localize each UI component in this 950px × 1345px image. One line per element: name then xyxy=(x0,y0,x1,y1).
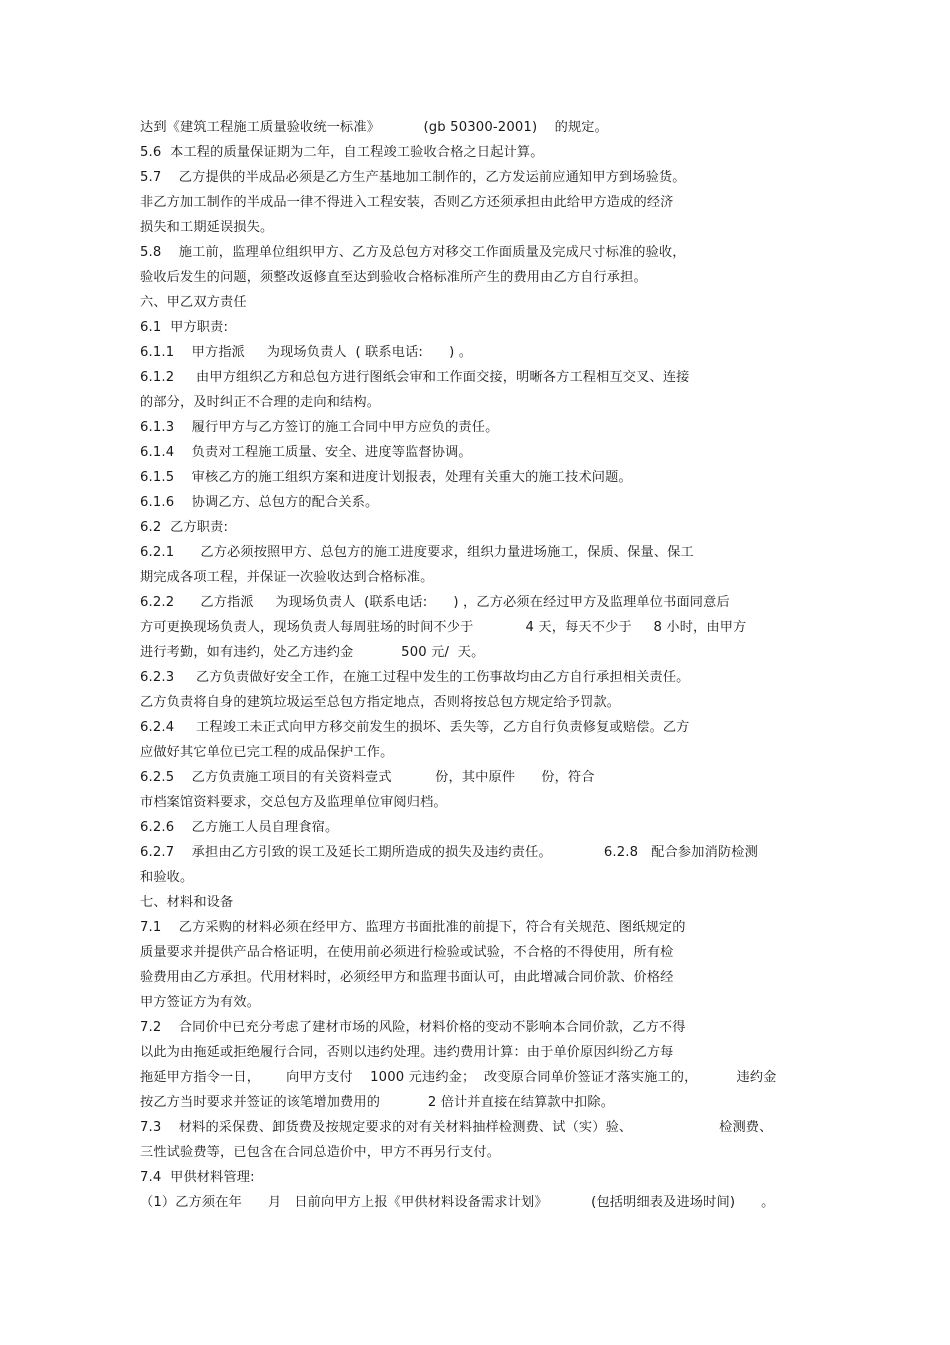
text-line: 7.1 乙方采购的材料必须在经甲方、监理方书面批准的前提下，符合有关规范、图纸规定的 xyxy=(140,920,686,935)
text-line: 6.1.3 履行甲方与乙方签订的施工合同中甲方应负的责任。 xyxy=(140,420,499,435)
text-line: 6.2.6 乙方施工人员自理食宿。 xyxy=(140,820,339,835)
text-line: 6.2.3 乙方负责做好安全工作，在施工过程中发生的工伤事故均由乙方自行承担相关责任。 xyxy=(140,670,690,685)
text-line: 6.2.2 乙方指派 为现场负责人 (联系电话: ) ，乙方必须在经过甲方及监理单位书面同意后 xyxy=(140,595,730,610)
text-line: 6.2 乙方职责: xyxy=(140,520,229,535)
text-line: 5.8 施工前，监理单位组织甲方、乙方及总包方对移交工作面质量及完成尺寸标准的验收， xyxy=(140,245,686,260)
text-line: 7.4 甲供材料管理: xyxy=(140,1170,255,1185)
text-line: 市档案馆资料要求，交总包方及监理单位审阅归档。 xyxy=(140,795,447,810)
text-line: 6.1.2 由甲方组织乙方和总包方进行图纸会审和工作面交接，明晰各方工程相互交叉、连接 xyxy=(140,370,690,385)
text-line: 甲方签证方为有效。 xyxy=(140,995,261,1010)
text-line: 6.2.4 工程竣工未正式向甲方移交前发生的损坏、丢失等，乙方自行负责修复或赔偿。乙方 xyxy=(140,720,690,735)
text-line: 三性试验费等，已包含在合同总造价中，甲方不再另行支付。 xyxy=(140,1145,501,1160)
text-line: 验收后发生的问题，须整改返修直至达到验收合格标准所产生的费用由乙方自行承担。 xyxy=(140,270,647,285)
text-line: 按乙方当时要求并签证的该笔增加费用的 2 倍计并直接在结算款中扣除。 xyxy=(140,1095,615,1110)
text-line: 应做好其它单位已完工程的成品保护工作。 xyxy=(140,745,394,760)
text-line: 6.1.4 负责对工程施工质量、安全、进度等监督协调。 xyxy=(140,445,472,460)
text-line: 和验收。 xyxy=(140,870,194,885)
text-line: 损失和工期延误损失。 xyxy=(140,220,274,235)
text-line: （1）乙方须在年 月 日前向甲方上报《甲供材料设备需求计划》 (包括明细表及进场时间) 。 xyxy=(140,1195,775,1210)
text-line: 的部分，及时纠正不合理的走向和结构。 xyxy=(140,395,381,410)
text-line: 乙方负责将自身的建筑垃圾运至总包方指定地点，否则将按总包方规定给予罚款。 xyxy=(140,695,621,710)
text-line: 7.2 合同价中已充分考虑了建材市场的风险，材料价格的变动不影响本合同价款，乙方不得 xyxy=(140,1020,686,1035)
text-line: 6.1 甲方职责: xyxy=(140,320,229,335)
text-line: 达到《建筑工程施工质量验收统一标准》 (gb 50300-2001) 的规定。 xyxy=(140,120,608,135)
text-line: 期完成各项工程，并保证一次验收达到合格标准。 xyxy=(140,570,434,585)
text-line: 7.3 材料的采保费、卸货费及按规定要求的对有关材料抽样检测费、试（实）验、 检测费、 xyxy=(140,1120,773,1135)
section-heading: 七、材料和设备 xyxy=(140,895,234,910)
text-line: 6.1.6 协调乙方、总包方的配合关系。 xyxy=(140,495,379,510)
text-line: 6.2.1 乙方必须按照甲方、总包方的施工进度要求，组织力量进场施工，保质、保量、保工 xyxy=(140,545,694,560)
text-line: 验费用由乙方承担。代用材料时，必须经甲方和监理书面认可，由此增减合同价款、价格经 xyxy=(140,970,674,985)
text-line: 非乙方加工制作的半成品一律不得进入工程安装，否则乙方还须承担由此给甲方造成的经济 xyxy=(140,195,674,210)
section-heading: 六、甲乙双方责任 xyxy=(140,295,247,310)
text-line: 5.7 乙方提供的半成品必须是乙方生产基地加工制作的，乙方发运前应通知甲方到场验货。 xyxy=(140,170,686,185)
text-line: 进行考勤，如有违约，处乙方违约金 500 元/ 天。 xyxy=(140,645,485,660)
text-line: 6.2.7 承担由乙方引致的误工及延长工期所造成的损失及违约责任。 6.2.8 配合参加消防检测 xyxy=(140,845,758,860)
text-line: 6.1.5 审核乙方的施工组织方案和进度计划报表，处理有关重大的施工技术问题。 xyxy=(140,470,632,485)
text-line: 方可更换现场负责人，现场负责人每周驻场的时间不少于 4 天，每天不少于 8 小时，由甲方 xyxy=(140,620,747,635)
text-line: 质量要求并提供产品合格证明，在使用前必须进行检验或试验，不合格的不得使用，所有检 xyxy=(140,945,674,960)
text-line: 以此为由拖延或拒绝履行合同，否则以违约处理。违约费用计算：由于单价原因纠纷乙方每 xyxy=(140,1045,674,1060)
text-line: 拖延甲方指令一日， 向甲方支付 1000 元违约金； 改变原合同单价签证才落实施工的， 违约金 xyxy=(140,1070,777,1085)
text-line: 5.6 本工程的质量保证期为二年，自工程竣工验收合格之日起计算。 xyxy=(140,145,544,160)
text-line: 6.2.5 乙方负责施工项目的有关资料壹式 份，其中原件 份，符合 xyxy=(140,770,595,785)
text-line: 6.1.1 甲方指派 为现场负责人 ( 联系电话: ) 。 xyxy=(140,345,473,360)
